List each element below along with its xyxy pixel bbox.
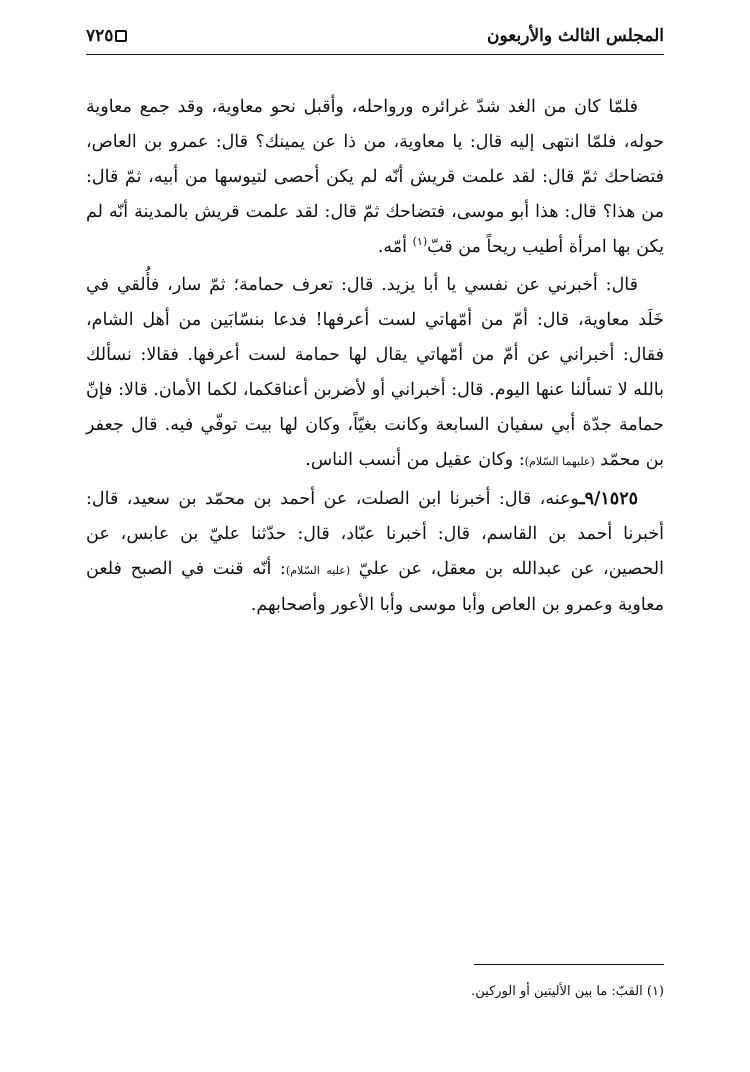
hadith-number: ٩/١٥٢٥ـ <box>579 489 638 509</box>
square-icon <box>115 30 127 42</box>
paragraph <box>86 268 664 479</box>
blessing-phrase: (عليهما السّلام) <box>524 455 595 468</box>
blessing-phrase: (عليه السّلام) <box>285 564 351 577</box>
text-segment: : أنّه قنت في الصبح فلعن معاوية وعمرو بن العاص وأبا موسى وأبا الأعور وأصحابهم. <box>86 559 664 615</box>
page-number: ٧٢٥ <box>86 26 114 46</box>
text-segment: : وكان عقيل من أنسب الناس. <box>305 450 525 470</box>
text-segment: فلمّا كان من الغد شدّ غرائره ورواحله، وأقبل نحو معاوية، وقد جمع معاوية حوله، فلمّا انتهى إليه قال: يا معاوية، من ذا عن يمينك؟ قال: عمرو بن العاص، فتضاحك ثمّ قال: لقد علمت قريش أنّه لم يكن أحصى لتيوسها من أبيه، ثمّ قال: من هذا؟ قال: هذا أبو موسى، فتضاحك ثمّ قال: لقد علمت قريش بالمدينة أنّه لم يكن بها امرأة أطيب ريحاً من قبّ <box>86 97 664 257</box>
chapter-title: المجلس الثالث والأربعون <box>487 26 664 46</box>
main-text <box>86 90 664 626</box>
footnote: (١) القبّ: ما بين الأليتين أو الوركين. <box>471 984 664 999</box>
footnote-marker: (١) <box>412 235 428 249</box>
page-header <box>86 24 664 55</box>
footnote-divider <box>474 964 664 965</box>
text-segment: أمّه. <box>377 237 413 257</box>
text-segment: قال: أخبرني عن نفسي يا أبا يزيد. قال: تعرف حمامة؛ ثمّ سار، فأُلقي في خَلَد معاوية، قال: أمّ من أمّهاتي لست أعرفها! فدعا بنسّابَين من أهل الشام، فقال: أخبراني عن أمّ من أمّهاتي يقال لها حمامة لست أعرفها. فقالا: نسألك بالله لا تسألنا عنها اليوم. قال: أخبراني أو لأضربن أعناقكما، لكما الأمان. قالا: فإنّ حمامة جدّة أبي سفيان السابعة وكانت بغيّاً، وكان لها بيت توفّي فيه. قال جعفر بن محمّد <box>86 275 664 470</box>
text-segment: وعنه، قال: أخبرنا ابن الصلت، عن أحمد بن محمّد بن سعيد، قال: أخبرنا أحمد بن القاسم، قال: أخبرنا عبّاد، قال: حدّثنا عليّ بن عابس، عن الحصين، عن عبدالله بن معقل، عن عليّ <box>86 489 664 579</box>
page-number-block <box>86 26 127 46</box>
paragraph <box>86 90 664 265</box>
paragraph <box>86 482 664 623</box>
